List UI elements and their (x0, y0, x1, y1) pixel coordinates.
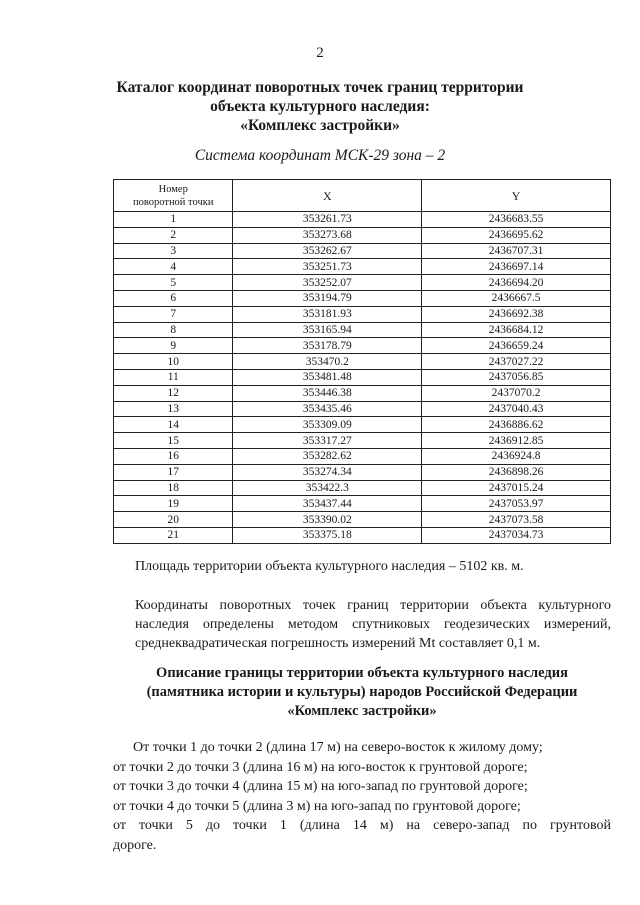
cell-point-number: 5 (114, 275, 233, 291)
cell-point-number: 21 (114, 527, 233, 543)
cell-y: 2437053.97 (422, 496, 611, 512)
cell-x: 353274.34 (233, 464, 422, 480)
cell-x: 353309.09 (233, 417, 422, 433)
cell-point-number: 17 (114, 464, 233, 480)
cell-point-number: 7 (114, 306, 233, 322)
table-body (114, 212, 611, 544)
cell-y: 2436886.62 (422, 417, 611, 433)
table-row (114, 275, 611, 291)
cell-y: 2437027.22 (422, 354, 611, 370)
table-row (114, 433, 611, 449)
table-row (114, 354, 611, 370)
cell-x: 353390.02 (233, 512, 422, 528)
cell-y: 2437015.24 (422, 480, 611, 496)
cell-point-number: 16 (114, 448, 233, 464)
area-statement: Площадь территории объекта культурного наследия – 5102 кв. м. (135, 559, 524, 574)
cell-y: 2436683.55 (422, 212, 611, 228)
document-title (80, 78, 560, 135)
column-header-y: Y (422, 180, 611, 212)
cell-x: 353262.67 (233, 243, 422, 259)
cell-x: 353165.94 (233, 322, 422, 338)
cell-x: 353481.48 (233, 369, 422, 385)
cell-x: 353273.68 (233, 227, 422, 243)
cell-y: 2436707.31 (422, 243, 611, 259)
section-title-line-2: (памятника истории и культуры) народов Российской Федерации (146, 684, 578, 700)
table-row (114, 227, 611, 243)
cell-x: 353282.62 (233, 448, 422, 464)
description-line: от точки 2 до точки 3 (длина 16 м) на юго-восток к грунтовой дороге; (113, 759, 528, 775)
cell-x: 353194.79 (233, 290, 422, 306)
table-row (114, 306, 611, 322)
cell-x: 353251.73 (233, 259, 422, 275)
title-line-1: Каталог координат поворотных точек границ территории (116, 79, 524, 96)
cell-point-number: 12 (114, 385, 233, 401)
cell-y: 2436692.38 (422, 306, 611, 322)
table-row (114, 512, 611, 528)
cell-x: 353446.38 (233, 385, 422, 401)
cell-point-number: 1 (114, 212, 233, 228)
cell-point-number: 4 (114, 259, 233, 275)
table-row (114, 464, 611, 480)
cell-y: 2436684.12 (422, 322, 611, 338)
cell-point-number: 19 (114, 496, 233, 512)
table-row (114, 212, 611, 228)
description-line: от точки 4 до точки 5 (длина 3 м) на юго-запад по грунтовой дороге; (113, 798, 521, 814)
title-line-3: «Комплекс застройки» (240, 117, 400, 134)
cell-y: 2437040.43 (422, 401, 611, 417)
cell-y: 2436898.26 (422, 464, 611, 480)
cell-x: 353261.73 (233, 212, 422, 228)
cell-point-number: 2 (114, 227, 233, 243)
cell-point-number: 10 (114, 354, 233, 370)
coordinates-table (113, 179, 611, 544)
cell-y: 2437034.73 (422, 527, 611, 543)
table-row (114, 480, 611, 496)
section-title-line-1: Описание границы территории объекта культурного наследия (156, 665, 568, 681)
boundary-description (113, 738, 611, 855)
cell-x: 353470.2 (233, 354, 422, 370)
table-row (114, 243, 611, 259)
description-line: от точки 3 до точки 4 (длина 15 м) на юго-запад по грунтовой дороге; (113, 779, 528, 794)
cell-point-number: 18 (114, 480, 233, 496)
description-line: дороге. (113, 837, 157, 853)
cell-point-number: 3 (114, 243, 233, 259)
table-row (114, 401, 611, 417)
column-header-point-number (114, 180, 233, 212)
cell-x: 353252.07 (233, 275, 422, 291)
cell-y: 2436697.14 (422, 259, 611, 275)
cell-point-number: 14 (114, 417, 233, 433)
cell-point-number: 8 (114, 322, 233, 338)
cell-y: 2436667.5 (422, 290, 611, 306)
description-line: от точки 5 до точки 1 (длина 14 м) на северо-запад по грунтовой (113, 818, 611, 833)
cell-x: 353181.93 (233, 306, 422, 322)
table-row (114, 448, 611, 464)
header-num-line-1: Номер (158, 183, 188, 195)
cell-y: 2436695.62 (422, 227, 611, 243)
cell-y: 2437070.2 (422, 385, 611, 401)
cell-point-number: 9 (114, 338, 233, 354)
cell-x: 353435.46 (233, 401, 422, 417)
boundary-description-title (113, 664, 611, 721)
title-line-2: объекта культурного наследия: (210, 98, 430, 115)
header-num-line-2: поворотной точки (132, 196, 214, 208)
accuracy-paragraph: Координаты поворотных точек границ территории объекта культурного наследия определены методом спутниковых геодезических измерений, среднеквадратическая погрешность измерений Mt составляет 0,1 м. (135, 598, 611, 651)
table-row (114, 322, 611, 338)
table-row (114, 385, 611, 401)
cell-point-number: 15 (114, 433, 233, 449)
cell-x: 353422.3 (233, 480, 422, 496)
cell-y: 2436659.24 (422, 338, 611, 354)
cell-x: 353437.44 (233, 496, 422, 512)
table-row (114, 290, 611, 306)
column-header-x: X (233, 180, 422, 212)
cell-point-number: 13 (114, 401, 233, 417)
page-number: 2 (316, 45, 324, 61)
cell-y: 2437073.58 (422, 512, 611, 528)
cell-point-number: 20 (114, 512, 233, 528)
table-row (114, 496, 611, 512)
description-line: От точки 1 до точки 2 (длина 17 м) на северо-восток к жилому дому; (133, 740, 543, 755)
cell-y: 2436912.85 (422, 433, 611, 449)
table-row (114, 417, 611, 433)
cell-x: 353317.27 (233, 433, 422, 449)
cell-y: 2436694.20 (422, 275, 611, 291)
cell-point-number: 6 (114, 290, 233, 306)
cell-x: 353178.79 (233, 338, 422, 354)
table-row (114, 338, 611, 354)
cell-x: 353375.18 (233, 527, 422, 543)
cell-point-number: 11 (114, 369, 233, 385)
cell-y: 2437056.85 (422, 369, 611, 385)
table-row (114, 259, 611, 275)
table-row (114, 527, 611, 543)
coordinate-system-caption: Система координат МСК-29 зона – 2 (194, 147, 446, 164)
table-header-row (114, 180, 611, 212)
cell-y: 2436924.8 (422, 448, 611, 464)
section-title-line-3: «Комплекс застройки» (287, 703, 437, 719)
table-row (114, 369, 611, 385)
